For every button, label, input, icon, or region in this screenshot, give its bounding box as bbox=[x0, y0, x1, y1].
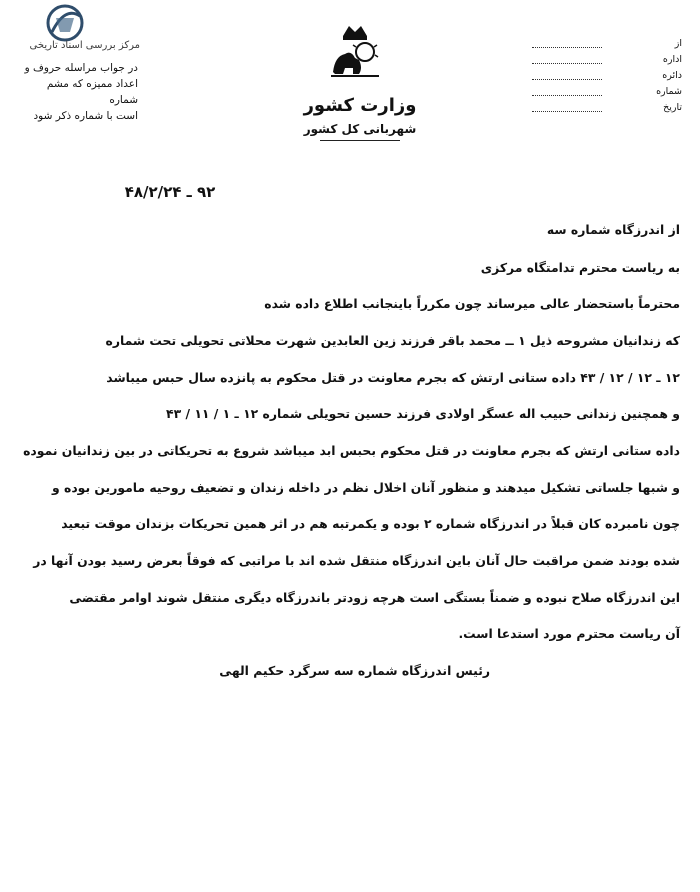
archive-watermark bbox=[0, 0, 140, 62]
letter-body-line: داده ستانی ارتش که بجرم معاونت در قتل محکوم بحبس ابد میباشد شروع به تحریکاتی در بین زندانیان نموده bbox=[23, 443, 680, 458]
letter-body-line: این اندرزگاه صلاح نبوده و ضمناً بستگی است هرچه زودتر باندرزگاه دیگری منتقل شوند اوامر مقتضی bbox=[69, 590, 680, 605]
header-fields bbox=[572, 38, 682, 118]
reference-number: ۹۲ ـ ۴۸/۲/۲۴ bbox=[124, 183, 216, 201]
signature: رئیس اندرزگاه شماره سه سرگرد حکیم الهی bbox=[219, 663, 490, 678]
letter-closing-line: آن ریاست محترم مورد استدعا است. bbox=[458, 626, 680, 641]
letter-body-line: ۱۲ ـ ۱۲ / ۱۲ / ۴۳ داده ستانی ارتش که بجرم معاونت در قتل محکوم به پانزده سال حبس میباشد bbox=[106, 370, 680, 385]
field-office: اداره bbox=[572, 54, 682, 70]
lion-and-sun-emblem-icon bbox=[325, 22, 385, 82]
field-date: تاریخ bbox=[572, 102, 682, 118]
letter-body-line: و همچنین زندانی حبیب اله عسگر اولادی فرزند حسین تحویلی شماره ۱۲ ـ ۱ / ۱۱ / ۴۳ bbox=[166, 406, 680, 421]
letter-body-line: چون نامبرده کان قبلاً در اندرزگاه شماره ۲ بوده و یکمرتبه هم در اثر همین تحریکات بزندان موقت تبعید bbox=[61, 516, 680, 531]
note-line: اعداد ممیزه که مشم شماره bbox=[46, 78, 138, 106]
letter-from: از اندرزگاه شماره سه bbox=[546, 222, 680, 237]
watermark-text: مرکز بررسی اسناد تاریخی bbox=[29, 40, 140, 51]
letter-to: به ریاست محترم تدامتگاه مرکزی bbox=[480, 260, 680, 275]
field-from: از bbox=[572, 38, 682, 54]
department-title: شهربانی کل کشور bbox=[303, 122, 417, 136]
field-number: شماره bbox=[572, 86, 682, 102]
letter-body-line: که زندانیان مشروحه ذیل ۱ ــ محمد باقر فرزند زین العابدین شهرت محلاتی تحویلی تحت شماره bbox=[105, 333, 680, 348]
field-division: دائره bbox=[572, 70, 682, 86]
letter-body-line: و شبها جلساتی تشکیل میدهند و منظور آنان اخلال نظم در داخله زندان و تضعیف روحیه مامورین بوده و bbox=[51, 480, 680, 495]
letter-body-line: محترماً باستحضار عالی میرساند چون مکرراً باینجانب اطلاع داده شده bbox=[264, 296, 680, 311]
reply-instruction-note bbox=[18, 60, 138, 124]
ministry-title: وزارت کشور bbox=[303, 95, 417, 116]
note-line: است با شماره ذکر شود bbox=[33, 110, 138, 122]
note-line: در جواب مراسله حروف و bbox=[24, 62, 138, 74]
title-underline bbox=[320, 140, 400, 141]
letter-body-line: شده بودند ضمن مراقبت حال آنان باین اندرزگاه منتقل شده اند با مراتبی که فوقاً بعرض رسید بودن آنها در bbox=[33, 553, 680, 568]
